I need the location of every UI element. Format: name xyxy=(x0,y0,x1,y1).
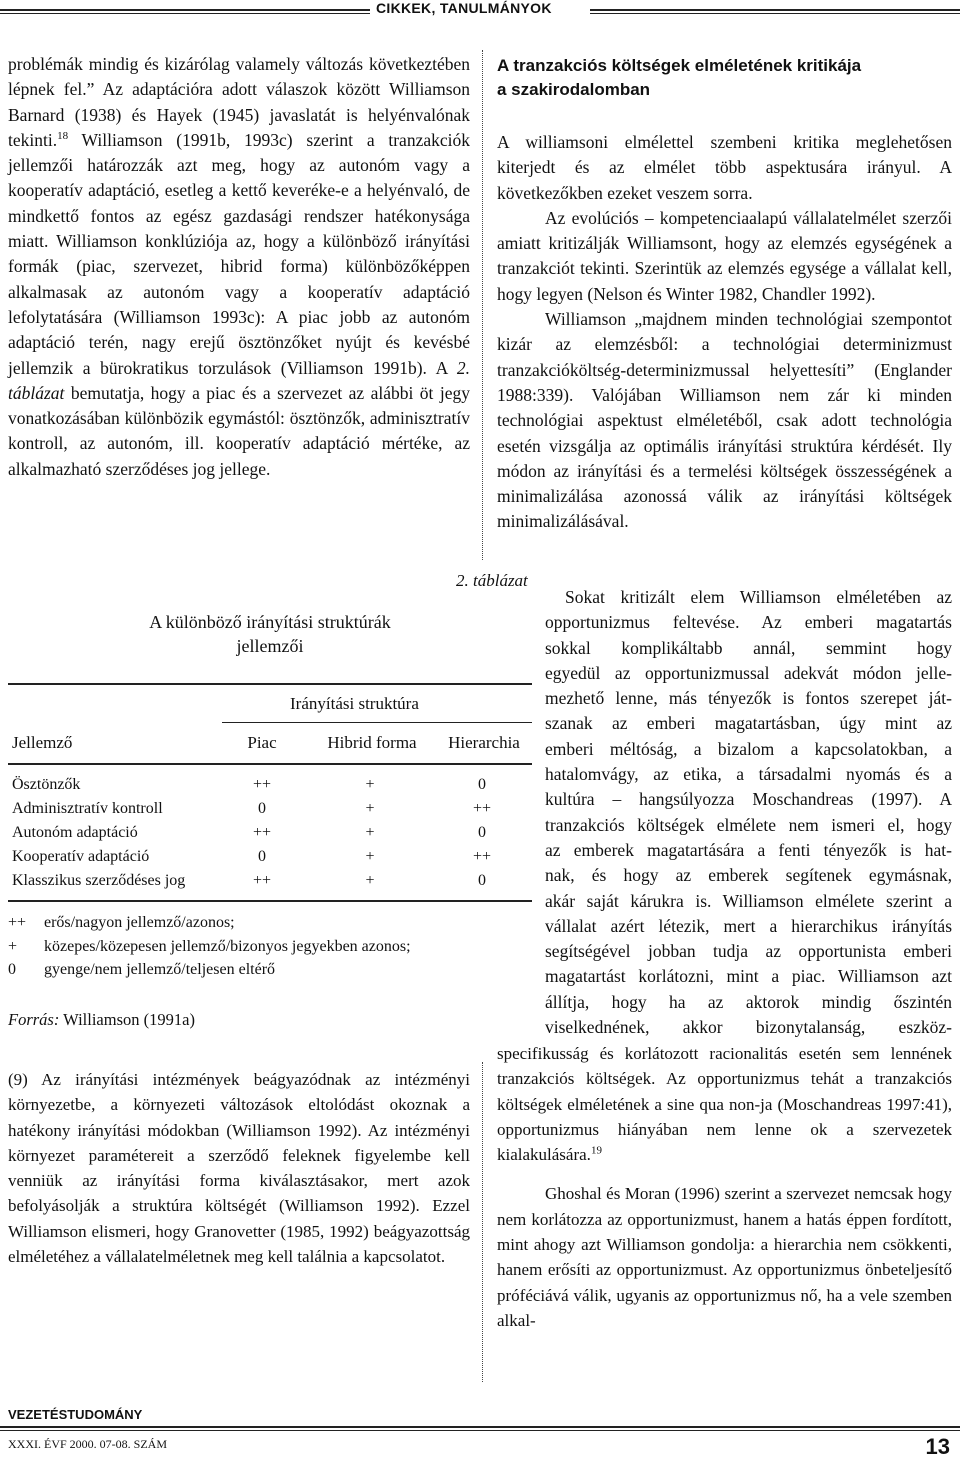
cell-hierarchia: 0 xyxy=(478,872,486,889)
header-rule-left-thin xyxy=(0,13,370,14)
table-title-line2: jellemzői xyxy=(236,636,304,656)
wrapped-line: kultúra – hangsúlyozza Moschandreas (1997). A xyxy=(545,789,952,810)
cell-piac: ++ xyxy=(252,776,272,793)
table-reference: 2. táblázat xyxy=(8,357,470,403)
wrapped-line: viselkednének, akkor bizonytalanság, eszköz- xyxy=(545,1017,952,1038)
cell-hibrid: + xyxy=(365,824,375,841)
table-group-header: Irányítási struktúra xyxy=(290,694,419,713)
left-paragraph-1 xyxy=(8,52,470,482)
right-paragraph-5: Ghoshal és Moran (1996) szerint a szervezet nemcsak hogy nem korlátozza az opportunizmust, hanem a hatás éppen fordított, mint ahogy azt Williamson gondolja: a hierarchia nem csökkenti, hanem erősíti az opportunizmust. Az opportunizmus önbeteljesítő próféciává válik, ugyanis az opportunizmus nő, ha a vele szemben alkal- xyxy=(497,1184,952,1330)
footnote-9-text: (9) Az irányítási intézmények beágyazódnak az intézményi környezetbe, a környezeti változások eltolódást okoznak a hatékony irányítási módokban (Williamson 1992). Az intézményi környezet paramétereit a szerződő feleknek figyelembe kell venniük az irányítási forma kiválasztásakor, mert azok befolyásolják a struktúra költségét (Williamson 1992). Ezzel Williamson elismeri, hogy Granovetter (1985, 1992) beágyazottság elméletéhez a vállalatelméletnek meg kell találnia a kapcsolatot. xyxy=(8,1070,470,1267)
table-top-rule xyxy=(8,683,532,685)
wrapped-line: nak, és hogy az emberek segítenek egymásnak, xyxy=(545,865,952,886)
section-heading-line2: a szakirodalomban xyxy=(497,80,651,99)
wrapped-line: hatalomvágy, az etika, a társadalmi nyomás és a xyxy=(545,764,952,785)
table-title xyxy=(100,610,440,658)
row-label: Adminisztratív kontroll xyxy=(12,800,163,817)
right-paragraph-4-wrapped xyxy=(545,585,952,1040)
footnote-ref-18: 18 xyxy=(57,130,69,143)
legend-item xyxy=(8,911,411,935)
cell-hibrid: + xyxy=(365,776,375,793)
wrapped-line: vállalat azért létezik, mert a hierarchikus irányítás xyxy=(545,915,952,936)
right-paragraph-3: Williamson „majdnem minden technológiai szempontot kizár az elemzésből: a technológiai determinizmust tranzakcióköltség-determinizmussal helyettesíti” (Englander 1988:339). Valójában Williamson nem zár ki minden technológiai aspektust elméletéből, csak adott technológia esetén vizsgálja az optimális irányítási struktúra kérdését. Ily módon az irányítási és a termelési költségek összességének a minimalizálása azonossá válik az irányítási költségek minimalizálásával. xyxy=(497,309,952,532)
wrapped-line: mezhető lenne, más tényezők is fontos szerepet ját- xyxy=(545,688,952,709)
wrapped-line: segítségével jobban tudja az opportunista emberi xyxy=(545,941,952,962)
table-source xyxy=(8,1010,195,1030)
header-rule-right xyxy=(590,9,960,11)
wrapped-line: sokkal komplikáltabb annál, semmint hogy xyxy=(545,637,952,658)
right-paragraph-2: Az evolúciós – kompetenciaalapú vállalatelmélet szerzői amiatt kritizálják Williamsont, hogy az elemzés egységének a tranzakciót tekinti. Szerintük az elemzés egysége a vállalat kell, hogy legyen (Nelson és Winter 1982, Chandler 1992). xyxy=(497,207,952,304)
wrapped-line: szanak az emberi magatartásban, úgy mint az xyxy=(545,713,952,734)
column-separator-bottom xyxy=(482,1062,483,1382)
table-title-line1: A különböző irányítási struktúrák xyxy=(149,612,391,632)
legend-text: gyenge/nem jellemző/teljesen eltérő xyxy=(44,961,276,978)
cell-hierarchia: 0 xyxy=(478,776,486,793)
left-p1-text-a: problémák mindig és kizárólag valamely változás következtében lépnek fel.” Az adaptációra adott válaszok között Williamson Barnard (1938) és Hayek (1945) javaslatát is helyénvalónak tekinti. xyxy=(8,54,470,150)
wrapped-line: Sokat kritizált elem Williamson elméletében az xyxy=(565,587,952,607)
footnote-ref-19: 19 xyxy=(590,1144,602,1157)
wrapped-line: állítja, hogy ha az aktorok mindig őszintén xyxy=(545,991,952,1012)
column-separator-top xyxy=(482,50,483,560)
cell-piac: 0 xyxy=(258,848,266,865)
running-title: CIKKEK, TANULMÁNYOK xyxy=(372,0,556,16)
cell-hibrid: + xyxy=(365,848,375,865)
right-paragraph-4-rest xyxy=(497,1041,952,1167)
header-rule-right-thin xyxy=(590,13,960,14)
header-rule-left xyxy=(0,9,370,11)
row-label: Ösztönzők xyxy=(12,776,81,793)
legend-symbol: 0 xyxy=(8,961,16,978)
wrapped-line: tranzakciós költségek elmélete nem ismeri el, hogy xyxy=(545,814,952,835)
wrapped-line: magatartást korlátozni, mint a piac. Williamson azt xyxy=(545,966,952,987)
legend-symbol: + xyxy=(8,937,18,955)
page-number: 13 xyxy=(925,1434,950,1459)
section-heading xyxy=(497,54,952,102)
legend-symbol: ++ xyxy=(8,914,27,931)
wrapped-line: akár saját kárukra is. Williamson elmélete szerint a xyxy=(545,890,952,911)
legend-item xyxy=(8,935,411,959)
wrapped-line: egyedül az opportunizmussal adekvát módon jelle- xyxy=(545,662,952,683)
table-group-rule xyxy=(222,722,532,723)
col-header-piac: Piac xyxy=(247,733,277,752)
table-label: 2. táblázat xyxy=(456,571,528,590)
col-header-jellemzo: Jellemző xyxy=(12,733,73,752)
p4-rest-text: specifikusság és korlátozott racionalitás esetén sem lennének tranzakciós költségek. Az opportunizmus tehát a tranzakciós költségek elméletének a sine qua non-ja (Moschandreas 1997:41), opportunizmus hiányában nem lenne ok a szervezetek kialakulására. xyxy=(497,1044,952,1165)
cell-hibrid: + xyxy=(365,872,375,889)
cell-hierarchia: ++ xyxy=(472,800,492,817)
wrapped-line: az emberek magatartására a fenti tényezők is hat- xyxy=(545,839,952,860)
left-p1-text-b: Williamson (1991b, 1993c) szerint a tranzakciók jellemzői határozzák azt meg, hogy az autonóm vagy a kooperatív adaptáció, esetleg a kettő keveréke-e a helyénvaló, de mindkettő fontos az egész gazdasági rendszer hatékonysága miatt. Williamson konklúziója az, hogy a különböző irányítási formák (piac, szervezet, hibrid forma) különbözőképpen alkalmasak az autonóm vagy a kooperatív adaptáció lefolytatására (Williamson 1993c): A piac jobb az autonóm adaptáció terén, nagy erejű ösztönzőket nyújt és kevésbé jellemzik a bürokratikus torzulások (Villiamson 1991b). A xyxy=(8,129,470,378)
legend-text: erős/nagyon jellemző/azonos; xyxy=(44,914,235,931)
right-lower-paragraphs xyxy=(497,1041,952,1333)
row-label: Klasszikus szerződéses jog xyxy=(12,872,186,889)
footer-rule-thin xyxy=(0,1430,960,1431)
cell-hierarchia: 0 xyxy=(478,824,486,841)
legend-item xyxy=(8,958,411,982)
row-label: Autonóm adaptáció xyxy=(12,824,138,841)
cell-piac: ++ xyxy=(252,872,272,889)
table-bottom-rule xyxy=(8,900,532,902)
footnote-9 xyxy=(8,1067,470,1269)
cell-piac: ++ xyxy=(252,824,272,841)
right-upper-paragraphs xyxy=(497,130,952,535)
cell-hierarchia: ++ xyxy=(472,848,492,865)
footer-rule xyxy=(0,1426,960,1428)
source-text: Williamson (1991a) xyxy=(59,1010,195,1029)
issue-info: XXXI. ÉVF 2000. 07-08. SZÁM xyxy=(8,1437,167,1451)
section-heading-line1: A tranzakciós költségek elméletének kritikája xyxy=(497,56,862,75)
table-legend xyxy=(8,911,411,982)
col-header-hibrid: Hibrid forma xyxy=(327,733,417,752)
source-label: Forrás: xyxy=(8,1010,60,1029)
cell-piac: 0 xyxy=(258,800,266,817)
left-p1-text-c: bemutatja, hogy a piac és a szervezet az alábbi öt jegy vonatkozásában különbözik egymástól: ösztönzők, adminisztratív kontroll, az autonóm, ill. kooperatív adaptáció mértéke, az alkalmazható szerződéses jog jellege. xyxy=(8,382,470,479)
col-header-hierarchia: Hierarchia xyxy=(448,733,520,752)
cell-hibrid: + xyxy=(365,800,375,817)
legend-text: közepes/közepesen jellemző/bizonyos jegyekben azonos; xyxy=(44,937,411,955)
right-paragraph-1: A williamsoni elmélettel szembeni kritika meglehetősen kiterjedt és az elmélet több aspektusára irányul. A következőkben ezeket veszem sorra. xyxy=(497,132,952,203)
row-label: Kooperatív adaptáció xyxy=(12,848,150,865)
wrapped-line: opportunizmus feltevése. Az emberi magatartás xyxy=(545,612,952,633)
table-header-rule xyxy=(8,763,532,765)
wrapped-line: emberi méltóság, a bizalom a kapcsolatokban, a xyxy=(545,738,952,759)
journal-brand: VEZETÉSTUDOMÁNY xyxy=(8,1407,143,1422)
